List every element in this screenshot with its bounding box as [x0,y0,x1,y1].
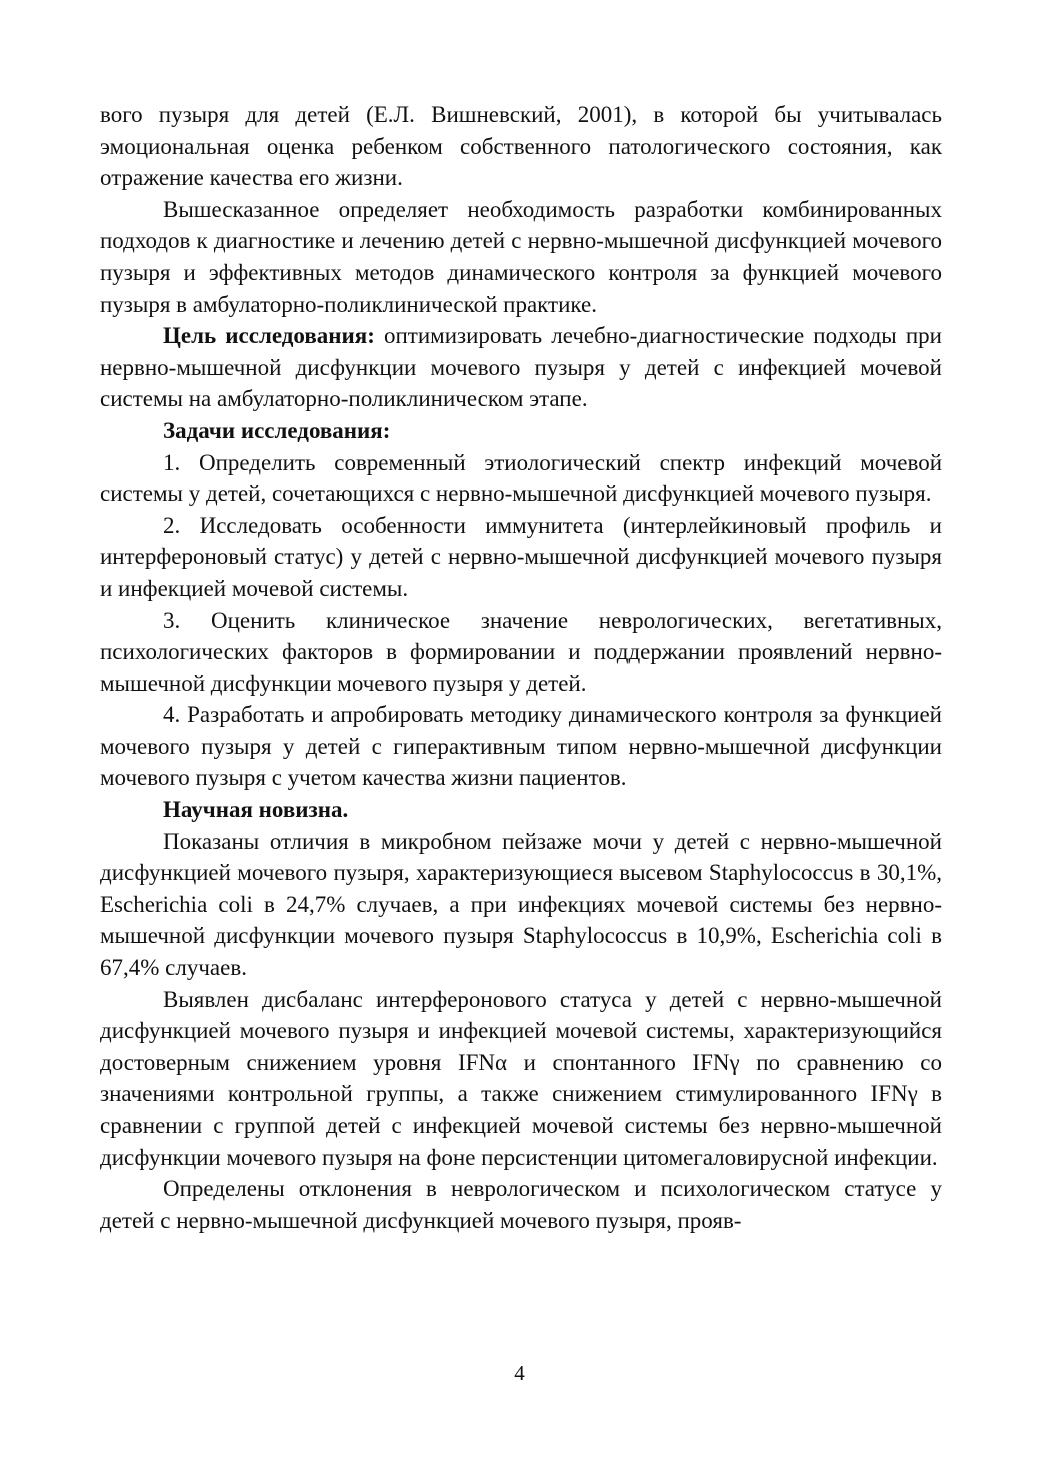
novelty-paragraph-1: Показаны отличия в микробном пейзаже мочи у детей с нервно-мышечной дисфункцией мочевого пузыря, характеризующиеся высевом Staphylococcus в 30,1%, Escherichia coli в 24,7% случаев, а при инфекциях мочевой системы без нервно-мышечной дисфункции мочевого пузыря Staphylococcus в 10,9%, Escherichia coli в 67,4% случаев. [100,828,943,981]
task-item-4: 4. Разработать и апробировать методику динамического контроля за функцией мочевого пузыря у детей с гиперактивным типом нервно-мышечной дисфункции мочевого пузыря с учетом качества жизни пациентов. [100,702,942,791]
task-item-1: 1. Определить современный этиологический спектр инфекций мочевой системы у детей, сочетающихся с нервно-мышечной дисфункцией мочевого пузыря. [100,449,942,507]
novelty-paragraph-2: Выявлен дисбаланс интерферонового статуса у детей с нервно-мышечной дисфункцией мочевого пузыря и инфекцией мочевой системы, характеризующийся достоверным снижением уровня IFNα и спонтанного IFNγ по сравнению со значениями контрольной группы, а также снижением стимулированного IFNγ в сравнении с группой детей с инфекцией мочевой системы без нервно-мышечной дисфункции мочевого пузыря на фоне персистенции цитомегаловирусной инфекции. [100,986,942,1170]
tasks-heading: Задачи исследования: [163,417,391,443]
page-number: 4 [514,1361,525,1385]
novelty-paragraph-3: Определены отклонения в неврологическом и психологическом статусе у детей с нервно-мышечной дисфункцией мочевого пузыря, прояв- [100,1176,942,1233]
paragraph-goal [100,320,942,415]
goal-text: оптимизировать лечебно-диагностические подходы при нервно-мышечной дисфункции мочевого пузыря у детей с инфекцией мочевой системы на амбулаторно-поликлиническом этапе. [100,323,942,412]
novelty-heading: Научная новизна. [163,797,349,823]
task-item-3: 3. Оценить клиническое значение неврологических, вегетативных, психологических факторов в формировании и поддержании проявлений нервно-мышечной дисфункции мочевого пузыря у детей. [100,607,942,696]
paragraph-rationale: Вышесказанное определяет необходимость разработки комбинированных подходов к диагностике и лечению детей с нервно-мышечной дисфункцией мочевого пузыря и эффективных методов динамического контроля за функцией мочевого пузыря в амбулаторно-поликлинической практике. [100,196,942,317]
task-item-2: 2. Исследовать особенности иммунитета (интерлейкиновый профиль и интерфероновый статус) у детей с нервно-мышечной дисфункцией мочевого пузыря и инфекцией мочевой системы. [100,512,942,601]
goal-label: Цель исследования: [163,323,375,349]
paragraph-continuation: вого пузыря для детей (Е.Л. Вишневский, 2001), в которой бы учитывалась эмоциональная оценка ребенком собственного патологического состояния, как отражение качества его жизни. [100,102,942,191]
document-body [100,99,942,1236]
